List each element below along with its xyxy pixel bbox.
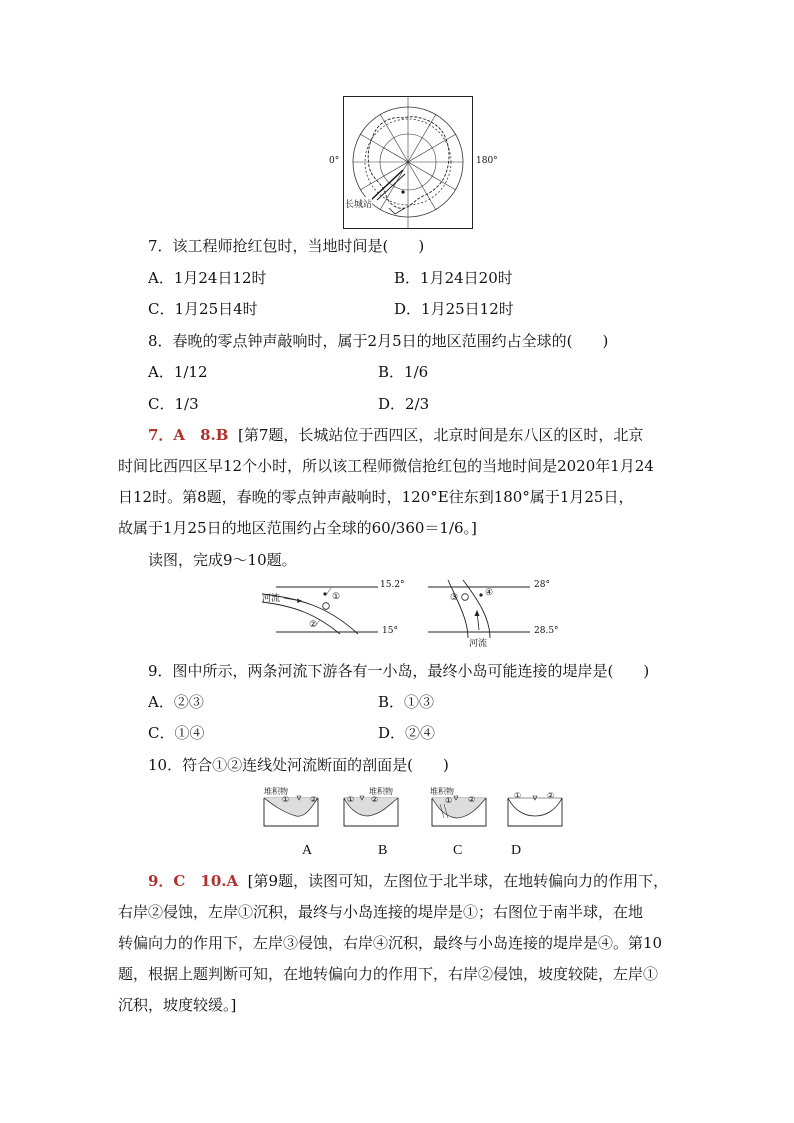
q8-option-b: B．1/6 bbox=[378, 363, 429, 381]
answer-7-8-line4: 故属于1月25日的地区范围约占全球的60/360＝1/6。] bbox=[118, 519, 477, 537]
q7-stem: 7．该工程师抢红包时，当地时间是( ) bbox=[148, 237, 425, 255]
q10-label-c: C bbox=[453, 843, 463, 858]
q7-option-d: D．1月25日12时 bbox=[394, 300, 514, 318]
river-left-bottom-lat: 15° bbox=[382, 626, 398, 636]
answer-7-8-key: 7．A 8.B bbox=[148, 426, 229, 444]
q10-b-sediment: 堆积物 bbox=[369, 787, 393, 796]
q10-profile-svg bbox=[262, 784, 568, 828]
q9-option-c: C．①④ bbox=[148, 724, 205, 742]
answer-9-10-line4: 题，根据上题判断可知，在地转偏向力的作用下，右岸②侵蚀，坡度较陡，左岸① bbox=[118, 965, 659, 983]
q10-a-sediment: 堆积物 bbox=[264, 787, 288, 796]
answer-7-8-line1 bbox=[148, 425, 643, 445]
q10-b-circle2: ② bbox=[371, 795, 379, 804]
q10-c-circle2: ② bbox=[468, 795, 476, 804]
map-label-0deg: 0° bbox=[329, 156, 340, 166]
q10-profile-figure bbox=[262, 784, 568, 828]
q7-option-c: C．1月25日4时 bbox=[148, 300, 258, 318]
q9-stem: 9．图中所示，两条河流下游各有一小岛，最终小岛可能连接的堤岸是( ) bbox=[148, 662, 650, 680]
river-figure bbox=[258, 576, 578, 646]
answer-7-8-text1: [第7题，长城站位于西四区，北京时间是东八区的区时，北京 bbox=[237, 426, 644, 444]
q10-a-circle2: ② bbox=[310, 795, 318, 804]
answer-9-10-line5: 沉积，坡度较缓。] bbox=[118, 996, 237, 1014]
answer-9-10-line2: 右岸②侵蚀，左岸①沉积，最终与小岛连接的堤岸是①；右图位于南半球，在地 bbox=[118, 903, 644, 921]
q8-stem: 8．春晚的零点钟声敲响时，属于2月5日的地区范围约占全球的( ) bbox=[148, 332, 609, 350]
q8-option-d: D．2/3 bbox=[378, 395, 430, 413]
answer-7-8-line3: 日12时。第8题，春晚的零点钟声敲响时，120°E往东到180°属于1月25日， bbox=[118, 488, 634, 506]
answer-9-10-key: 9．C 10.A bbox=[148, 872, 239, 890]
q10-label-d: D bbox=[511, 843, 522, 858]
q9-option-d: D．②④ bbox=[378, 724, 436, 742]
q10-a-circle1: ① bbox=[282, 795, 290, 804]
river-label-2: ② bbox=[309, 620, 318, 630]
q10-label-a: A bbox=[302, 843, 313, 858]
river-right-label: 河流 bbox=[469, 636, 487, 649]
q10-d-circle1: ① bbox=[514, 791, 522, 800]
q9-option-b: B．①③ bbox=[378, 693, 435, 711]
river-right-bottom-lat: 28.5° bbox=[534, 626, 559, 636]
q8-option-c: C．1/3 bbox=[148, 395, 199, 413]
q10-d-circle2: ② bbox=[547, 791, 555, 800]
answer-9-10-text1: [第9题，读图可知，左图位于北半球，在地转偏向力的作用下， bbox=[247, 872, 669, 890]
map-label-station: 长城站 bbox=[345, 197, 372, 210]
answer-7-8-line2: 时间比西四区早12个小时，所以该工程师微信抢红包的当地时间是2020年1月24 bbox=[118, 457, 654, 475]
q7-option-b: B．1月24日20时 bbox=[394, 269, 513, 287]
q9-option-a: A．②③ bbox=[148, 693, 204, 711]
read-instruction: 读图，完成9～10题。 bbox=[148, 551, 297, 569]
river-left-top-lat: 15.2° bbox=[380, 580, 405, 590]
q10-c-sediment: 堆积物 bbox=[430, 787, 454, 796]
q10-c-circle1: ① bbox=[445, 796, 453, 805]
q8-option-a: A．1/12 bbox=[148, 363, 208, 381]
answer-9-10-line3: 转偏向力的作用下，左岸③侵蚀，右岸④沉积，最终与小岛连接的堤岸是④。第10 bbox=[118, 934, 663, 952]
river-figure-svg bbox=[258, 576, 578, 646]
river-label-1: ① bbox=[332, 592, 341, 602]
river-label-4: ④ bbox=[485, 588, 494, 598]
river-right-top-lat: 28° bbox=[534, 580, 550, 590]
map-label-180deg: 180° bbox=[476, 156, 498, 166]
q7-option-a: A．1月24日12时 bbox=[148, 269, 267, 287]
answer-9-10-line1 bbox=[148, 871, 668, 891]
q10-stem: 10．符合①②连线处河流断面的剖面是( ) bbox=[148, 756, 449, 774]
q10-label-b: B bbox=[378, 843, 388, 858]
river-label-3: ③ bbox=[450, 593, 459, 603]
river-left-label: 河流 bbox=[262, 594, 281, 604]
q10-b-circle1: ① bbox=[347, 795, 355, 804]
